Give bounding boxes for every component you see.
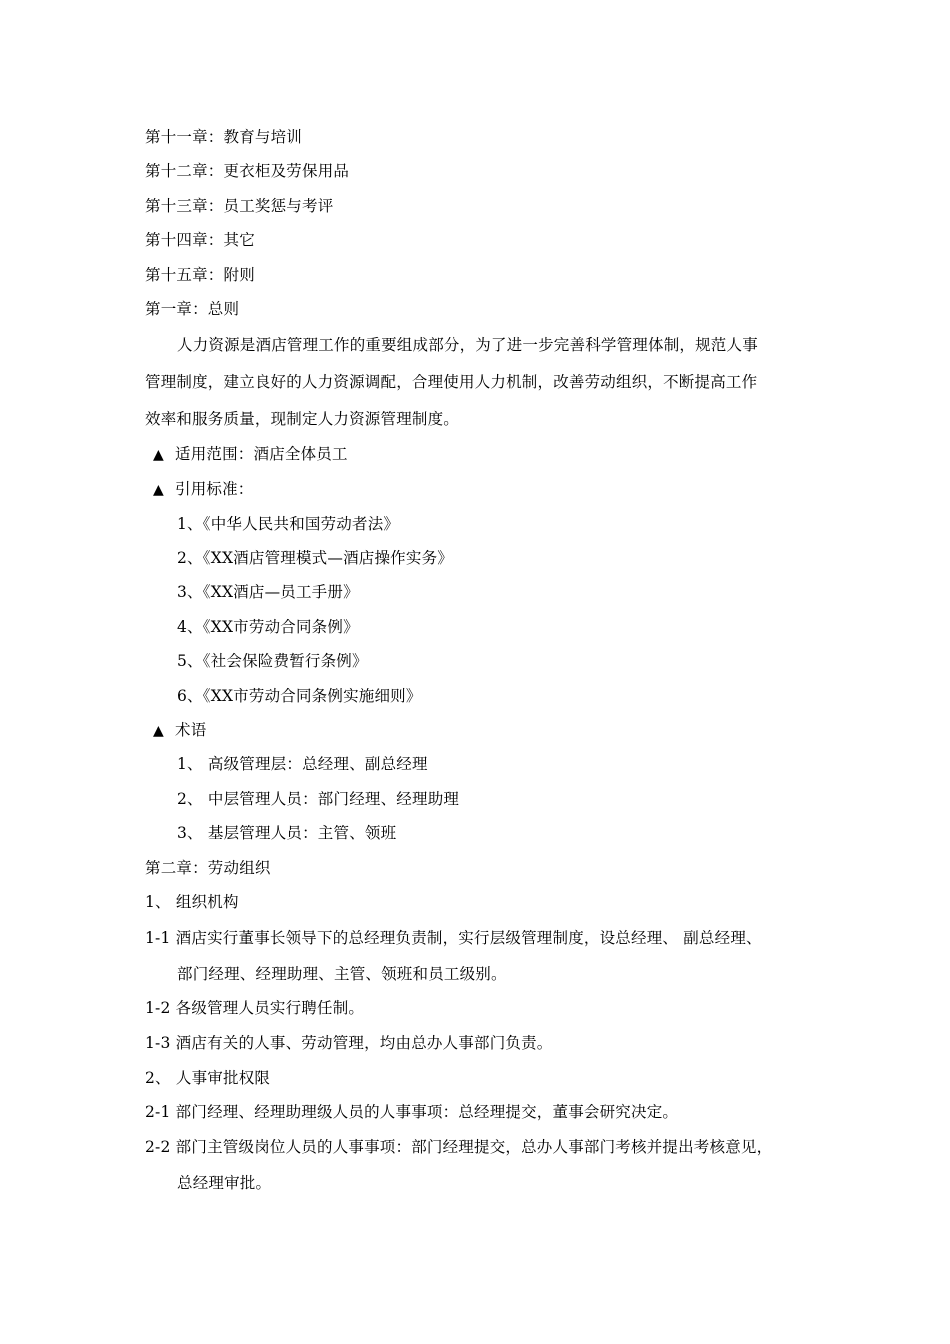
clause-line: 总经理审批。 — [177, 1174, 272, 1192]
clause-line: 1-1 酒店实行董事长领导下的总经理负责制，实行层级管理制度，设总经理、 副总经理、 — [145, 929, 762, 947]
triangle-bullet-icon: ▲ — [153, 482, 164, 498]
toc-line-11: 第十一章：教育与培训 — [145, 128, 303, 146]
chapter1-heading: 第一章：总则 — [145, 300, 240, 318]
standard-item: 6、《XX市劳动合同条例实施细则》 — [177, 687, 422, 705]
clause-line: 2-2 部门主管级岗位人员的人事事项：部门经理提交，总办人事部门考核并提出考核意见， — [145, 1138, 773, 1156]
clause-line: 1-3 酒店有关的人事、劳动管理，均由总办人事部门负责。 — [145, 1034, 553, 1052]
chapter2-heading: 第二章：劳动组织 — [145, 859, 271, 877]
triangle-bullet-icon: ▲ — [153, 447, 164, 463]
standards-heading-item — [153, 479, 254, 500]
clause-line: 2-1 部门经理、经理助理级人员的人事事项：总经理提交，董事会研究决定。 — [145, 1103, 679, 1121]
terms-heading: 术语 — [175, 721, 207, 739]
term-item: 2、 中层管理人员：部门经理、经理助理 — [177, 790, 460, 808]
standard-item: 1、《中华人民共和国劳动者法》 — [177, 515, 400, 533]
standards-heading: 引用标准： — [175, 480, 254, 498]
standard-item: 4、《XX市劳动合同条例》 — [177, 618, 359, 636]
intro-line-2: 管理制度，建立良好的人力资源调配，合理使用人力机制，改善劳动组织，不断提高工作 — [145, 373, 758, 391]
term-item: 3、 基层管理人员：主管、领班 — [177, 824, 397, 842]
scope-item — [153, 444, 348, 465]
standard-item: 5、《社会保险费暂行条例》 — [177, 652, 368, 670]
section-title: 2、 人事审批权限 — [145, 1069, 271, 1087]
clause-line: 1-2 各级管理人员实行聘任制。 — [145, 999, 365, 1017]
standard-item: 3、《XX酒店—员工手册》 — [177, 583, 359, 601]
intro-line-1: 人力资源是酒店管理工作的重要组成部分，为了进一步完善科学管理体制，规范人事 — [177, 336, 758, 354]
term-item: 1、 高级管理层：总经理、副总经理 — [177, 755, 428, 773]
standard-item: 2、《XX酒店管理模式—酒店操作实务》 — [177, 549, 453, 567]
toc-line-12: 第十二章：更衣柜及劳保用品 — [145, 162, 350, 180]
section-title: 1、 组织机构 — [145, 893, 239, 911]
scope-text: 适用范围：酒店全体员工 — [175, 445, 348, 463]
clause-line: 部门经理、经理助理、主管、领班和员工级别。 — [177, 965, 507, 983]
intro-line-3: 效率和服务质量，现制定人力资源管理制度。 — [145, 410, 460, 428]
terms-heading-item — [153, 720, 206, 741]
toc-line-15: 第十五章：附则 — [145, 266, 255, 284]
triangle-bullet-icon: ▲ — [153, 723, 164, 739]
toc-line-13: 第十三章：员工奖惩与考评 — [145, 197, 334, 215]
toc-line-14: 第十四章：其它 — [145, 231, 255, 249]
